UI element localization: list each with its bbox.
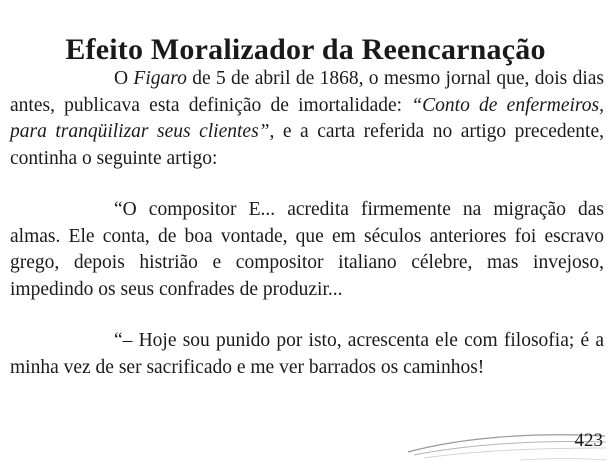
page-number: 423 [574,430,603,451]
page-title: Efeito Moralizador da Reencarnação [65,33,546,67]
paragraph-1-seg-4: , e a carta referida no artigo precedente, continha o seguinte artigo: [10,121,604,169]
page-footer [400,418,611,464]
paragraph-1-seg-0: O [114,68,134,89]
body-text [10,66,604,406]
paragraph-1 [10,66,604,172]
paragraph-1-seg-1: Figaro [133,68,187,89]
paragraph-1-seg-3: “Conto de enfermeiros, para tranqüilizar seus clientes” [10,94,604,142]
paragraph-3 [10,328,604,381]
paragraph-3-seg-0: “– Hoje sou punido por isto, acrescenta ele com filosofia; é a minha vez de ser sacrificado e me ver barrados os caminhos! [10,330,604,378]
paragraph-1-seg-2: de 5 de abril de 1868, o mesmo jornal que, dois dias antes, publicava esta definição de imortalidade: [10,68,604,116]
paragraph-2-seg-0: “O compositor E... acredita firmemente na migração das almas. Ele conta, de boa vontade, que em séculos anteriores foi escravo grego, depois histrião e compositor italiano célebre, mas invejoso, impedindo os seus confrades de produzir... [10,199,604,300]
paragraph-2 [10,197,604,303]
